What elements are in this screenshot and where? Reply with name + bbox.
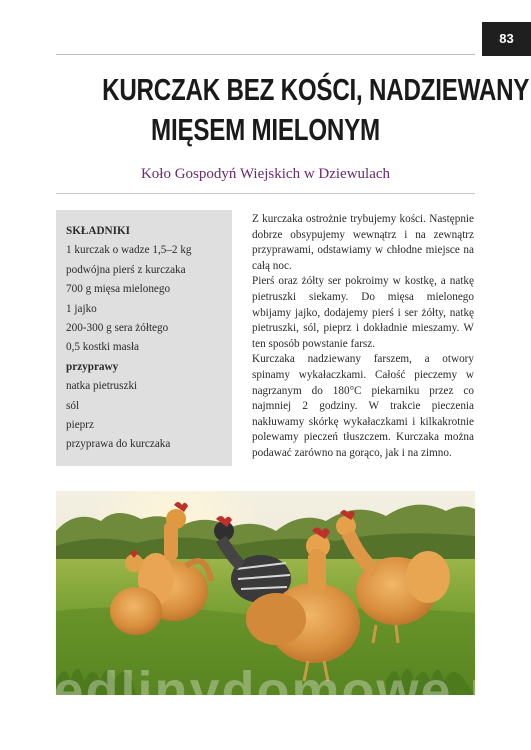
watermark: wedlinydomowe.pl [9, 661, 522, 721]
recipe-title-line-2: MIĘSEM MIELONYM [151, 112, 380, 147]
instruction-paragraph: Kurczaka nadziewany farszem, a otwory spinamy wykałaczkami. Całość pieczemy w nagrzanym do 180°C piekarniku przez co najmniej 2 godziny. W trakcie pieczenia nakłuwamy skórkę wykałaczkami i kilkakrotnie polewamy pieczeń tłuszczem. Kurczaka można podawać zarówno na gorąco, jak i na zimno. [252, 353, 474, 459]
ingredients-heading: SKŁADNIKI [66, 225, 131, 237]
page-number: 83 [499, 31, 514, 46]
spices-heading: przyprawy [66, 360, 119, 373]
ingredient-item: 0,5 kostki masła [66, 341, 140, 354]
recipe-author: Koło Gospodyń Wiejskich w Dziewulach [140, 166, 391, 182]
spice-item: sól [66, 399, 80, 412]
spice-item: przyprawa do kurczaka [66, 438, 171, 451]
recipe-title [102, 70, 530, 150]
subtitle-divider [56, 193, 475, 194]
ingredient-item: 1 kurczak o wadze 1,5–2 kg [66, 244, 192, 257]
ingredient-item: podwójna pierś z kurczaka [66, 263, 186, 276]
instruction-paragraph: Z kurczaka ostrożnie trybujemy kości. Następnie dobrze obsypujemy wewnątrz i na zewnątrz przyprawami, odstawiamy w chłodne miejsce na całą noc. [252, 213, 474, 272]
spice-item: pieprz [66, 419, 94, 432]
instruction-paragraph: Pierś oraz żółty ser pokroimy w kostkę, a natkę pietruszki siekamy. Do mięsa mielonego wbijamy jajko, dodajemy pierś i ser żółty, natkę pietruszki, sól, pieprz i dokładnie mieszamy. W ten sposób powstanie farsz. [252, 275, 474, 350]
recipe-instructions [252, 212, 474, 462]
spice-item: natka pietruszki [66, 380, 138, 393]
ingredient-item: 200-300 g sera żółtego [66, 322, 169, 335]
ingredient-item: 700 g mięsa mielonego [66, 283, 171, 296]
ingredients-box [56, 210, 232, 466]
recipe-title-line-1: KURCZAK BEZ KOŚCI, NADZIEWANY [102, 72, 530, 107]
ingredient-item: 1 jajko [66, 302, 97, 315]
top-divider [56, 54, 475, 55]
